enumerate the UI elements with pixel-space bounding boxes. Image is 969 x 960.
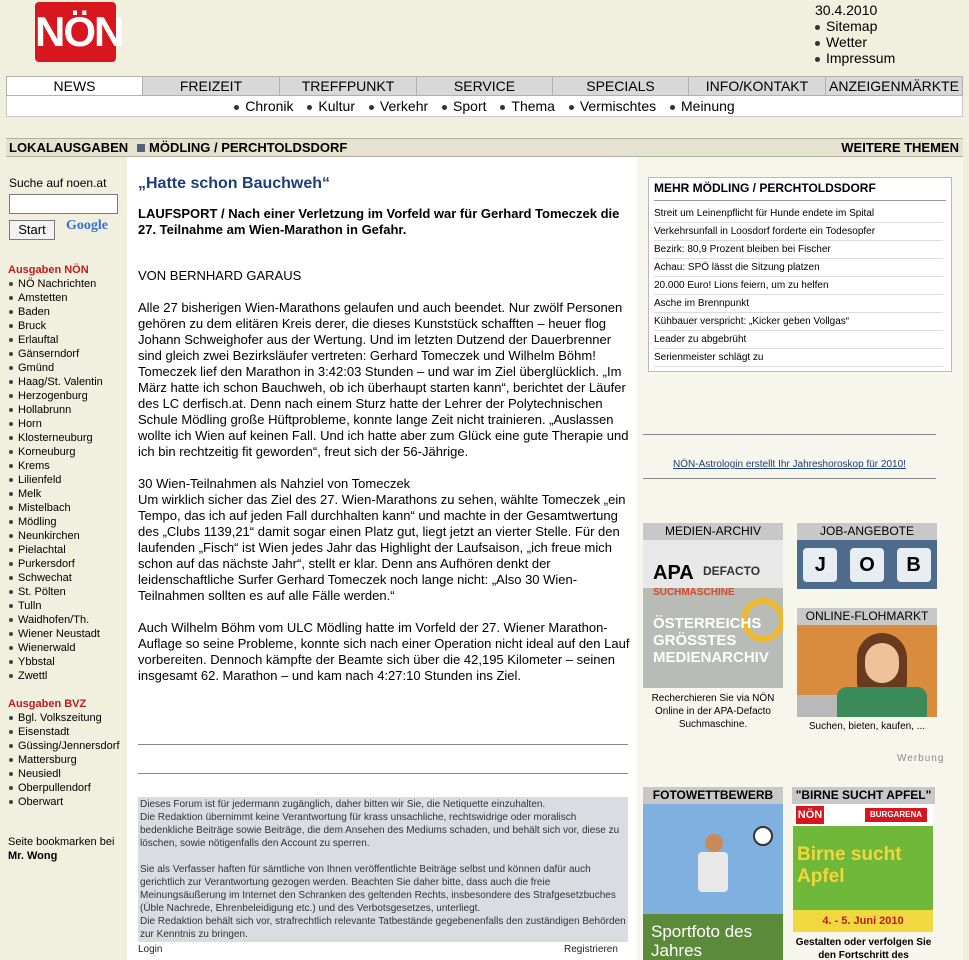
medien-archiv-caption: Recherchieren Sie via NÖN Online in der APA-Defacto Suchmaschine. [651, 693, 775, 730]
tab-freizeit[interactable]: FREIZEIT [143, 76, 280, 96]
subnav-meinung[interactable]: Meinung [670, 98, 735, 114]
sidebar-item[interactable]: Ybbstal [9, 655, 103, 669]
apa-defacto-banner[interactable] [643, 540, 783, 688]
tab-info-kontakt[interactable]: INFO/KONTAKT [689, 76, 826, 96]
sidebar-item[interactable]: Eisenstadt [9, 725, 120, 739]
noen-editions-heading: Ausgaben NÖN [8, 264, 89, 276]
sidebar-item[interactable]: Mödling [9, 515, 103, 529]
subnav-verkehr[interactable]: Verkehr [369, 98, 428, 114]
sidebar-item[interactable]: Mistelbach [9, 501, 103, 515]
birne-apfel-caption: Gestalten oder verfolgen Sie den Fortschritt des [795, 937, 932, 960]
bvz-editions-list [9, 711, 120, 809]
search-start-button[interactable]: Start [9, 220, 55, 240]
birne-apfel-banner[interactable] [793, 804, 933, 932]
sidebar-item[interactable]: Erlauftal [9, 333, 103, 347]
more-region-item[interactable]: Verkehrsunfall in Loosdorf forderte ein Todesopfer [654, 223, 943, 241]
sidebar-item[interactable]: Neunkirchen [9, 529, 103, 543]
fotowettbewerb-text: Sportfoto des Jahres [651, 922, 753, 960]
sidebar-item[interactable]: Purkersdorf [9, 557, 103, 571]
top-links [815, 18, 895, 66]
sidebar-item[interactable]: Krems [9, 459, 103, 473]
apa-headline: ÖSTERREICHS GRÖSSTES MEDIENARCHIV [653, 615, 769, 666]
medien-archiv-box[interactable] [643, 523, 783, 733]
sub-nav [6, 96, 963, 117]
astro-link[interactable]: NÖN-Astrologin erstellt Ihr Jahreshoroskop für 2010! [673, 459, 906, 470]
forum-notice-text: Die Redaktion übernimmt keine Verantwortung für krass unsachliche, rechtswidrige oder moralisch bedenkliche Beiträge sowie Beiträge, die dem Ansehen des Mediums schaden, und behält sich vor, diese zu löschen, sowie nötigenfalls den Account zu sperren. [140, 812, 620, 849]
sidebar-item[interactable]: Oberwart [9, 795, 120, 809]
subnav-vermischtes[interactable]: Vermischtes [569, 98, 656, 114]
sidebar-item[interactable]: Hollabrunn [9, 403, 103, 417]
sidebar-item[interactable]: Oberpullendorf [9, 781, 120, 795]
article-title: „Hatte schon Bauchweh“ [138, 175, 331, 192]
key-j-icon: J [803, 548, 837, 582]
job-heading: JOB-ANGEBOTE [797, 523, 937, 540]
sidebar-item[interactable]: Haag/St. Valentin [9, 375, 103, 389]
article-paragraph: Alle 27 bisherigen Wien-Marathons gelaufen und auch beendet. Nur zwölf Personen gehören zu dem elitären Kreis derer, die dieses Kunststück schafften – heuer flog Johann Schweighofer aus der Wertung. Und im letzten Dutzend der Dauerbrenner sind gleich zwei Bezirksläufer vertreten: Gerhard Tomeczek und Wilhelm Böhm! Tomeczek lief den Marathon in 3:42:03 Stunden – und war im Ziel überglücklich. „Im März hatte ich schon Bauchweh, ob ich überhaupt starten kann“, berichtet der Läufer des LC derfisch.at. Denn nach einem Sturz hatte der Lehrer der Polytechnischen Schule Mödling große Hüftprobleme, konnte lange Zeit nicht trainieren. „Auslassen wollte ich Wien auf keinen Fall. Und ich hatte aber zum Glück eine gute Therapie und ich bin rechtzeitig fit geworden“, freut sich der 56-Jährige. [138, 300, 629, 459]
more-region-item[interactable]: Leader zu abgebrüht [654, 331, 943, 349]
more-region-item[interactable]: Kühbauer verspricht: „Kicker geben Vollgas“ [654, 313, 943, 331]
more-region-item[interactable]: Bezirk: 80,9 Prozent bleiben bei Fischer [654, 241, 943, 259]
forum-notice-text: Sie als Verfasser haften für sämtliche von Ihnen veröffentlichte Beiträge selbst und können dafür auch gerichtlich zur Verantwortung gezogen werden. Beachten Sie daher bitte, dass auch die freie Meinungsäußerung im Internet den Schranken des geltenden Rechts, insbesondere des Strafgesetzbuches (Üble Nachrede, Ehrenbeleidigung etc.) und des Verbotsgesetzes, unterliegt. [140, 864, 616, 914]
more-region-title: MEHR MÖDLING / PERCHTOLDSDORF [654, 181, 876, 195]
sidebar-item[interactable]: Neusiedl [9, 767, 120, 781]
subnav-kultur[interactable]: Kultur [307, 98, 355, 114]
apa-defacto-label: DEFACTO [703, 564, 761, 578]
burgarena-logo: BURGARENA [865, 808, 927, 822]
forum-notice-text: Dieses Forum ist für jedermann zugänglich, daher bitten wir Sie, die Netiquette einzuhalten. [140, 799, 546, 810]
divider [643, 478, 936, 479]
article-byline: VON BERNHARD GARAUS [138, 268, 302, 283]
section-bar [6, 138, 963, 157]
werbung-label: Werbung [897, 753, 945, 764]
fotowettbewerb-box[interactable] [643, 787, 783, 960]
sidebar-item[interactable]: Bgl. Volkszeitung [9, 711, 120, 725]
more-region-item[interactable]: Serienmeister schlägt zu [654, 349, 943, 367]
divider [138, 773, 628, 774]
more-region-list [654, 205, 943, 367]
sitemap-link[interactable]: Sitemap [815, 18, 895, 34]
weather-link[interactable]: Wetter [815, 34, 895, 50]
sidebar-item[interactable]: Waidhofen/Th. [9, 613, 103, 627]
square-icon [137, 144, 145, 152]
google-logo: Google [66, 218, 108, 233]
medien-archiv-heading: MEDIEN-ARCHIV [643, 523, 783, 540]
tab-specials[interactable]: SPECIALS [553, 76, 689, 96]
article-paragraph: Um wirklich sicher das Ziel des 27. Wien-Marathons zu sehen, wählte Tomeczek „ein Tempo, das ich auf jeden Fall durchhalten kann“ und machte in der Gesamtwertung des „Clubs 1139,21“ damit sogar einen Platz gut, liegt jetzt an vierter Stelle. Für den laufenden „Fisch“ ist Wien jedes Jahr das Highlight der Laufsaison, „ich freue mich schon auf das nächste Jahr“, stellt er klar. Denn ans Aufhören denkt der leidenschaftliche Surfer Gerhard Tomeczek noch lange nicht: „Also 30 Wien-Teilnahmen sollten es auf alle Fälle werden.“ [138, 492, 626, 603]
key-b-icon: B [897, 548, 931, 582]
tab-treffpunkt[interactable]: TREFFPUNKT [280, 76, 417, 96]
forum-notice-text: Die Redaktion behält sich vor, strafrechtlich relevante Tatbestände gegebenenfalls den zuständigen Behörden zur Kenntnis zu bringen. [140, 916, 626, 940]
mr-wong-link[interactable]: Mr. Wong [8, 850, 58, 862]
sidebar-item[interactable]: Amstetten [9, 291, 103, 305]
bookmark-box [8, 835, 114, 863]
sidebar-item[interactable]: Melk [9, 487, 103, 501]
birne-apfel-date: 4. - 5. Juni 2010 [793, 910, 933, 932]
divider [138, 744, 628, 745]
weitere-themen-label: WEITERE THEMEN [841, 140, 959, 155]
more-region-item[interactable]: 20.000 Euro! Lions feiern, um zu helfen [654, 277, 943, 295]
search-label: Suche auf noen.at [9, 176, 107, 190]
sidebar-item[interactable]: Korneuburg [9, 445, 103, 459]
subnav-chronik[interactable]: Chronik [234, 98, 293, 114]
sidebar-item[interactable]: Gmünd [9, 361, 103, 375]
birne-apfel-heading: "BIRNE SUCHT APFEL" [792, 787, 935, 804]
job-box[interactable] [797, 523, 937, 589]
bvz-editions-heading: Ausgaben BVZ [8, 698, 87, 710]
sidebar-item[interactable]: Mattersburg [9, 753, 120, 767]
forum-notice [138, 797, 628, 942]
tab-anzeigenmaerkte[interactable]: ANZEIGENMÄRKTE [826, 76, 963, 96]
sidebar-item[interactable]: Schwechat [9, 571, 103, 585]
subnav-sport[interactable]: Sport [442, 98, 486, 114]
article-paragraph: Auch Wilhelm Böhm vom ULC Mödling hatte im Vorfeld der 27. Wiener Marathon-Auflage so seine Probleme, konnte sich nach einer Operation nicht ideal auf den Lauf vorbereiten. Dennoch kämpfte der Beamte sich über die 42,195 Kilometer – seinen insgesamt 62. Marathon – und kam nach 4:27:10 Stunden ins Ziel. [138, 620, 630, 683]
more-region-box [648, 177, 952, 372]
subnav-thema[interactable]: Thema [500, 98, 555, 114]
more-region-item[interactable]: Streit um Leinenpflicht für Hunde endete im Spital [654, 205, 943, 223]
birne-apfel-title: Birne sucht Apfel [797, 844, 902, 887]
sidebar-item[interactable]: Güssing/Jennersdorf [9, 739, 120, 753]
flohmarkt-caption: Suchen, bieten, kaufen, ... [808, 721, 926, 732]
region-label[interactable]: MÖDLING / PERCHTOLDSDORF [149, 140, 348, 155]
apa-logo: APA [653, 562, 694, 584]
more-region-item[interactable]: Asche im Brennpunkt [654, 295, 943, 313]
tab-service[interactable]: SERVICE [417, 76, 553, 96]
sidebar-item[interactable]: Horn [9, 417, 103, 431]
birne-apfel-box[interactable] [792, 787, 935, 960]
article-subheading: 30 Wien-Teilnahmen als Nahziel von Tomeczek [138, 476, 411, 491]
apa-sub-label: SUCHMASCHINE [653, 587, 735, 598]
sidebar-item[interactable]: Wienerwald [9, 641, 103, 655]
login-link[interactable]: Login [138, 944, 163, 955]
sidebar-item[interactable]: Lilienfeld [9, 473, 103, 487]
lokalausgaben-label[interactable]: LOKALAUSGABEN [9, 140, 129, 155]
impressum-link[interactable]: Impressum [815, 50, 895, 66]
noen-logo[interactable]: NÖN [35, 2, 116, 62]
sidebar-item[interactable]: NÖ Nachrichten [9, 277, 103, 291]
sidebar-item[interactable]: Gänserndorf [9, 347, 103, 361]
fotowettbewerb-heading: FOTOWETTBEWERB [643, 787, 783, 804]
noen-editions-list [9, 277, 103, 683]
flohmarkt-photo[interactable] [797, 625, 937, 717]
flohmarkt-box[interactable] [797, 608, 937, 738]
sidebar-item[interactable]: Bruck [9, 319, 103, 333]
sidebar-item[interactable]: Klosterneuburg [9, 431, 103, 445]
sidebar-item[interactable]: Herzogenburg [9, 389, 103, 403]
flohmarkt-heading: ONLINE-FLOHMARKT [797, 608, 937, 625]
divider [643, 434, 936, 435]
main-nav [6, 76, 963, 96]
bookmark-label: Seite bookmarken bei [8, 836, 115, 848]
sidebar-item[interactable]: Wiener Neustadt [9, 627, 103, 641]
date: 30.4.2010 [815, 2, 878, 18]
tab-news[interactable]: NEWS [6, 76, 143, 96]
register-link[interactable]: Registrieren [564, 944, 618, 955]
sidebar-item[interactable]: Baden [9, 305, 103, 319]
sidebar-item[interactable]: Tulln [9, 599, 103, 613]
sidebar-item[interactable]: Pielachtal [9, 543, 103, 557]
search-input[interactable] [9, 194, 118, 214]
sidebar-item[interactable]: Zwettl [9, 669, 103, 683]
key-o-icon: O [850, 548, 884, 582]
article-lead: LAUFSPORT / Nach einer Verletzung im Vorfeld war für Gerhard Tomeczek die 27. Teilnahme am Wien-Marathon in Gefahr. [138, 206, 620, 237]
job-banner[interactable] [797, 540, 937, 589]
more-region-item[interactable]: Achau: SPÖ lässt die Sitzung platzen [654, 259, 943, 277]
fotowettbewerb-banner[interactable] [643, 804, 783, 960]
noen-small-logo: NÖN [796, 806, 824, 824]
sidebar-item[interactable]: St. Pölten [9, 585, 103, 599]
